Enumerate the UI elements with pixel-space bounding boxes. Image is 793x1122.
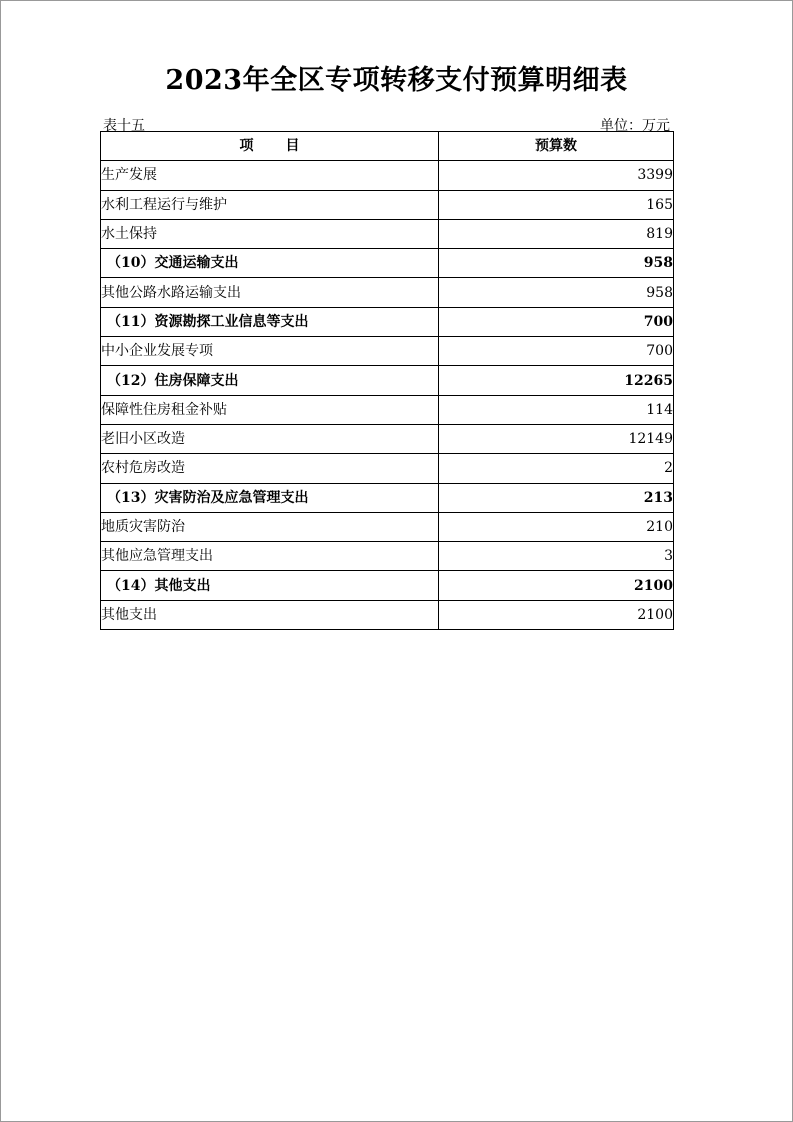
row-label: 其他公路水路运输支出	[101, 278, 439, 307]
row-amount: 165	[439, 190, 674, 219]
row-amount: 2	[439, 454, 674, 483]
row-label: 生产发展	[101, 161, 439, 190]
row-label: （12）住房保障支出	[101, 366, 439, 395]
category-row	[101, 307, 674, 336]
table-row	[101, 424, 674, 453]
row-amount: 3399	[439, 161, 674, 190]
row-label: （10）交通运输支出	[101, 249, 439, 278]
row-amount: 114	[439, 395, 674, 424]
row-label: 水土保持	[101, 219, 439, 248]
row-label: （13）灾害防治及应急管理支出	[101, 483, 439, 512]
row-label: （11）资源勘探工业信息等支出	[101, 307, 439, 336]
header-amount: 预算数	[439, 132, 674, 161]
table-header-row	[101, 132, 674, 161]
row-label: 保障性住房租金补贴	[101, 395, 439, 424]
table-row	[101, 278, 674, 307]
category-row	[101, 249, 674, 278]
row-label: 地质灾害防治	[101, 512, 439, 541]
table-row	[101, 190, 674, 219]
row-amount: 12149	[439, 424, 674, 453]
table-row	[101, 454, 674, 483]
page-title: 2023年全区专项转移支付预算明细表	[165, 65, 628, 96]
header-item-a: 项	[239, 138, 254, 155]
row-label: （14）其他支出	[101, 571, 439, 600]
table-row	[101, 337, 674, 366]
row-amount: 819	[439, 219, 674, 248]
row-label: 其他支出	[101, 600, 439, 629]
table-row	[101, 542, 674, 571]
row-amount: 12265	[439, 366, 674, 395]
row-label: 农村危房改造	[101, 454, 439, 483]
row-label: 水利工程运行与维护	[101, 190, 439, 219]
table-row	[101, 512, 674, 541]
row-amount: 2100	[439, 571, 674, 600]
row-amount: 210	[439, 512, 674, 541]
table-row	[101, 600, 674, 629]
unit-label: 单位：万元	[600, 118, 670, 134]
table-number: 表十五	[103, 118, 145, 134]
row-amount: 213	[439, 483, 674, 512]
table-row	[101, 395, 674, 424]
header-item-b: 目	[285, 138, 300, 155]
row-label: 老旧小区改造	[101, 424, 439, 453]
category-row	[101, 483, 674, 512]
budget-table	[100, 131, 674, 630]
table-row	[101, 219, 674, 248]
table-row	[101, 161, 674, 190]
row-amount: 958	[439, 249, 674, 278]
header-item	[101, 132, 439, 161]
row-amount: 958	[439, 278, 674, 307]
category-row	[101, 571, 674, 600]
row-amount: 700	[439, 337, 674, 366]
category-row	[101, 366, 674, 395]
row-label: 中小企业发展专项	[101, 337, 439, 366]
row-amount: 700	[439, 307, 674, 336]
row-amount: 2100	[439, 600, 674, 629]
row-label: 其他应急管理支出	[101, 542, 439, 571]
row-amount: 3	[439, 542, 674, 571]
